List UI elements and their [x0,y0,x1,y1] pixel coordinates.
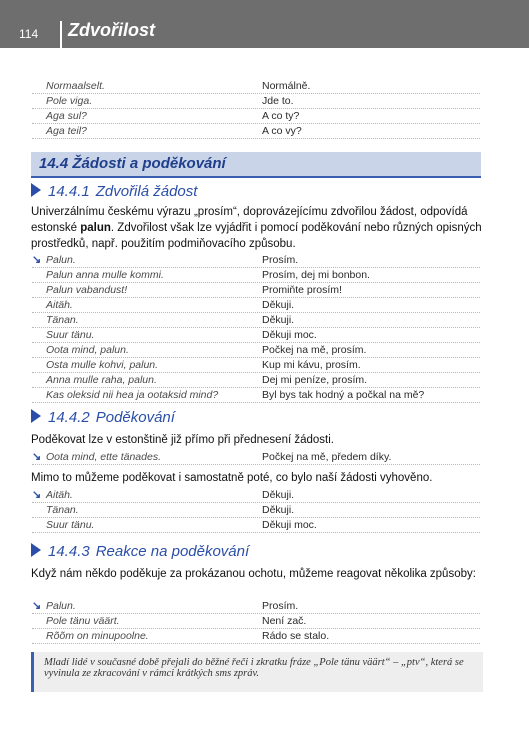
phrase-row [32,518,480,533]
phrase-row [32,450,480,465]
phrase-row [32,629,480,644]
paragraph: Když nám někdo poděkuje za prokázanou ochotu, můžeme reagovat několika způsoby: [31,568,476,580]
phrase-row [32,328,480,343]
phrase-row [32,94,480,109]
phrase-row [32,599,480,614]
estonian-phrase: Aitäh. [46,489,73,501]
phrase-row [32,373,480,388]
czech-translation: Děkuji moc. [262,519,317,531]
paragraph-text: Univerzálnímu českému výrazu „prosím“, doprovázejícímu zdvořilou žádost, odpovídá estonské [31,206,468,234]
phrase-row [32,503,480,518]
subsection-number: 14.4.3 [48,543,90,560]
estonian-phrase: Oota mind, ette tänades. [46,451,161,463]
paragraph: Mimo to můžeme poděkovat i samostatně poté, co bylo naší žádosti vyhověno. [31,472,433,484]
reaction-phrase-list [32,599,480,644]
estonian-phrase: Osta mulle kohvi, palun. [46,359,159,371]
czech-translation: A co vy? [262,125,302,137]
estonian-phrase: Aitäh. [46,299,73,311]
estonian-phrase: Suur tänu. [46,519,95,531]
bold-term: palun [80,222,111,234]
estonian-phrase: Normaalselt. [46,80,105,92]
arrow-down-right-icon: ↘ [32,489,42,501]
phrase-row [32,283,480,298]
czech-translation: Prosím. [262,254,299,266]
thanks-phrase-list [32,488,480,533]
phrase-row [32,488,480,503]
section-title: 14.4 Žádosti a poděkování [39,155,226,172]
estonian-phrase: Rõõm on minupoolne. [46,630,149,642]
estonian-phrase: Pole viga. [46,95,93,107]
estonian-phrase: Anna mulle raha, palun. [46,374,157,386]
phrase-row [32,358,480,373]
czech-translation: Kup mi kávu, prosím. [262,359,361,371]
phrase-row [32,313,480,328]
phrase-row [32,614,480,629]
note-box: Mladí lidé v současné době přejali do běžné řeči i zkratku fráze „Pole tänu väärt“ – „ptv“, která se vyvinula ze zkracování v rámci krátkých sms zpráv. [31,652,483,692]
chapter-title: Zdvořilost [68,20,156,40]
czech-translation: Prosím, dej mi bonbon. [262,269,370,281]
estonian-phrase: Aga teil? [46,125,87,137]
phrase-row [32,253,480,268]
phrase-row [32,79,480,94]
czech-translation: Není zač. [262,615,307,627]
phrase-row [32,124,480,139]
paragraph [31,204,483,252]
subsection-title: Zdvořilá žádost [95,183,198,200]
section-heading-band [31,152,481,178]
czech-translation: Počkej na mě, předem díky. [262,451,392,463]
paragraph-text: . Zdvořilost však lze vyjádřit i pomocí poděkování nebo různých opisných prostředků, např. použitím podmiňovacího způsobu. [31,222,482,250]
estonian-phrase: Tänan. [46,314,79,326]
subsection-number: 14.4.1 [48,183,90,200]
estonian-phrase: Palun. [46,600,76,612]
estonian-phrase: Kas oleksid nii hea ja ootaksid mind? [46,389,219,401]
czech-translation: Děkuji. [262,489,295,501]
czech-translation: Děkuji. [262,504,295,516]
header-divider [60,21,62,48]
phrase-row [32,298,480,313]
subsection-heading [31,543,249,560]
estonian-phrase: Suur tänu. [46,329,95,341]
request-phrase-list [32,253,480,403]
estonian-phrase: Palun anna mulle kommi. [46,269,164,281]
thanks-phrase-list [32,450,480,465]
intro-phrase-list [32,79,480,139]
estonian-phrase: Pole tänu väärt. [46,615,120,627]
estonian-phrase: Palun. [46,254,76,266]
czech-translation: Děkuji moc. [262,329,317,341]
phrase-row [32,268,480,283]
phrase-row [32,388,480,403]
arrow-down-right-icon: ↘ [32,600,42,612]
estonian-phrase: Palun vabandust! [46,284,128,296]
arrow-down-right-icon: ↘ [32,451,42,463]
czech-translation: Dej mi peníze, prosím. [262,374,368,386]
czech-translation: Počkej na mě, prosím. [262,344,367,356]
subsection-title: Poděkování [95,409,175,426]
subsection-title: Reakce na poděkování [95,543,250,560]
estonian-phrase: Aga sul? [46,110,87,122]
triangle-bullet-icon [31,409,41,423]
subsection-heading [31,409,175,426]
czech-translation: Byl bys tak hodný a počkal na mě? [262,389,425,401]
paragraph: Poděkovat lze v estonštině již přímo při přednesení žádosti. [31,434,334,446]
czech-translation: Normálně. [262,80,311,92]
phrase-row [32,109,480,124]
estonian-phrase: Oota mind, palun. [46,344,129,356]
czech-translation: A co ty? [262,110,300,122]
triangle-bullet-icon [31,543,41,557]
page-header [0,0,529,48]
czech-translation: Prosím. [262,600,299,612]
czech-translation: Děkuji. [262,299,295,311]
subsection-number: 14.4.2 [48,409,90,426]
page-number: 114 [19,27,39,41]
czech-translation: Promiňte prosím! [262,284,342,296]
czech-translation: Děkuji. [262,314,295,326]
triangle-bullet-icon [31,183,41,197]
arrow-down-right-icon: ↘ [32,254,42,266]
czech-translation: Rádo se stalo. [262,630,330,642]
subsection-heading [31,183,197,200]
czech-translation: Jde to. [262,95,294,107]
phrase-row [32,343,480,358]
estonian-phrase: Tänan. [46,504,79,516]
